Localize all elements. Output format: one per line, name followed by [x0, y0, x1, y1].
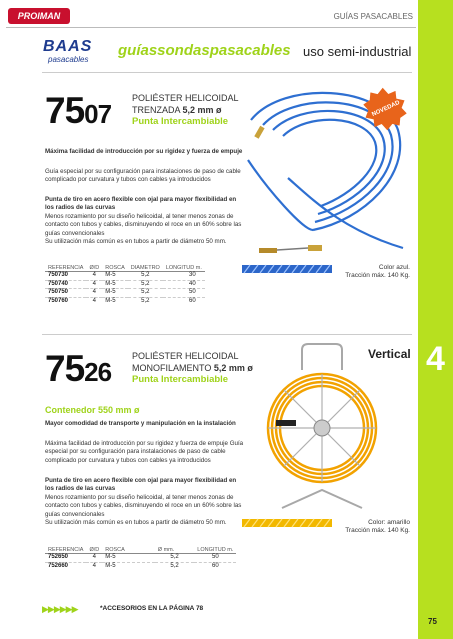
table-row: 750760 4 M-5 5,2 60 [48, 297, 196, 304]
yellow-rope-swatch [242, 516, 332, 530]
vertical-label: Vertical [368, 347, 411, 361]
col-referencia: REFERENCIA [45, 265, 86, 272]
p1-lead: Máxima facilidad de introducción por su rigidez y fuerza de empuje [45, 148, 243, 155]
col-od: Ø/D [86, 265, 102, 272]
chapter-number: 4 [426, 340, 445, 378]
col-rosca: ROSCA [102, 265, 128, 272]
p1-table [45, 265, 205, 305]
header-divider [6, 27, 416, 28]
p1-caption: Color azul. Tracción máx. 140 Kg. [345, 264, 410, 279]
side-tab [418, 0, 453, 639]
p1-head2: Punta de tiro en acero flexible con ojal para mayor flexibilidad en los radios de las curvas [45, 196, 237, 212]
table-row: 752650 4 M-5 5,2 50 [45, 554, 236, 563]
p2-desc: Máxima facilidad de introducción por su rigidez y fuerza de empuje Guía especial por su configuración para instalaciones de paso de cable complicado por curvatura y tubos con cables ya introducidos [45, 440, 244, 464]
table-row: 750750 4 M-5 5,2 50 [45, 289, 205, 298]
proiman-logo: PROIMAN [8, 8, 70, 24]
blue-rope-swatch [242, 262, 332, 276]
col-od: Ø/D [86, 547, 102, 554]
product-divider [42, 334, 412, 335]
page-number: 75 [428, 617, 437, 626]
product-title-7507: POLIÉSTER HELICOIDAL TRENZADA 5,2 mm ø Punta Intercambiable [132, 93, 239, 127]
product-number-7526: 7526 [45, 348, 112, 389]
section-tag: GUÍAS PASACABLES [333, 12, 413, 21]
novedad-badge-text: NOVEDAD [371, 99, 401, 119]
footer-arrows-icon: ▶▶▶▶▶▶ [42, 604, 78, 614]
table-row: 750740 4 M-5 5,2 40 [45, 280, 205, 289]
table-row: 750730 4 M-5 5,2 30 [45, 272, 205, 281]
brand-title: guíassondaspasacables [118, 42, 291, 59]
col-referencia: REFERENCIA [45, 547, 86, 554]
p2-head2: Punta de tiro en acero flexible con ojal para mayor flexibilidad en los radios de las curvas [45, 477, 237, 493]
col-diametro: Ø mm. [155, 547, 195, 554]
col-rosca: ROSCA [102, 547, 155, 554]
p2-desc3: Su utilización más común es en tubos a partir de diámetro 50 mm. [45, 519, 227, 526]
baas-logo-sub: pasacables [48, 55, 89, 64]
col-longitud: LONGITUD m. [163, 265, 205, 272]
col-diametro: DIAMETRO [128, 265, 163, 272]
p2-lead: Mayor comodidad de transporte y manipulación en la instalación [45, 420, 236, 427]
table-row: 752660 4 M-5 5,2 60 [48, 562, 219, 569]
baas-logo: BAAS [43, 38, 93, 55]
product-title-7526: POLIÉSTER HELICOIDAL MONOFILAMENTO 5,2 mm ø Punta Intercambiable [132, 351, 253, 385]
p1-desc: Guía especial por su configuración para instalaciones de paso de cable complicado por curvatura y tubos con cables ya introducidos [45, 168, 241, 184]
container-size: Contenedor 550 mm ø [45, 405, 140, 415]
footer-note: *ACCESORIOS EN LA PÁGINA 78 [100, 605, 204, 612]
brand-subtitle: uso semi-industrial [303, 44, 412, 59]
orange-reel-image [262, 340, 382, 512]
p2-desc2: Menos rozamiento por su diseño helicoidal, al tener menos zonas de contacto con tubos y cables, disminuyendo el roce en un 60% sobre las guías convencionales [45, 494, 242, 518]
col-longitud: LONGITUD m. [194, 547, 236, 554]
p2-table [45, 547, 236, 570]
p1-desc3: Su utilización más común es en tubos a partir de diámetro 50 mm. [45, 238, 227, 245]
p1-desc2: Menos rozamiento por su diseño helicoidal, al tener menos zonas de contacto con tubos y cables, disminuyendo el roce en un 60% sobre las guías convencionales [45, 213, 242, 237]
p2-caption: Color: amarillo Tracción máx. 140 Kg. [345, 519, 410, 534]
brand-divider [42, 72, 412, 73]
product-number-7507: 7507 [45, 90, 112, 131]
